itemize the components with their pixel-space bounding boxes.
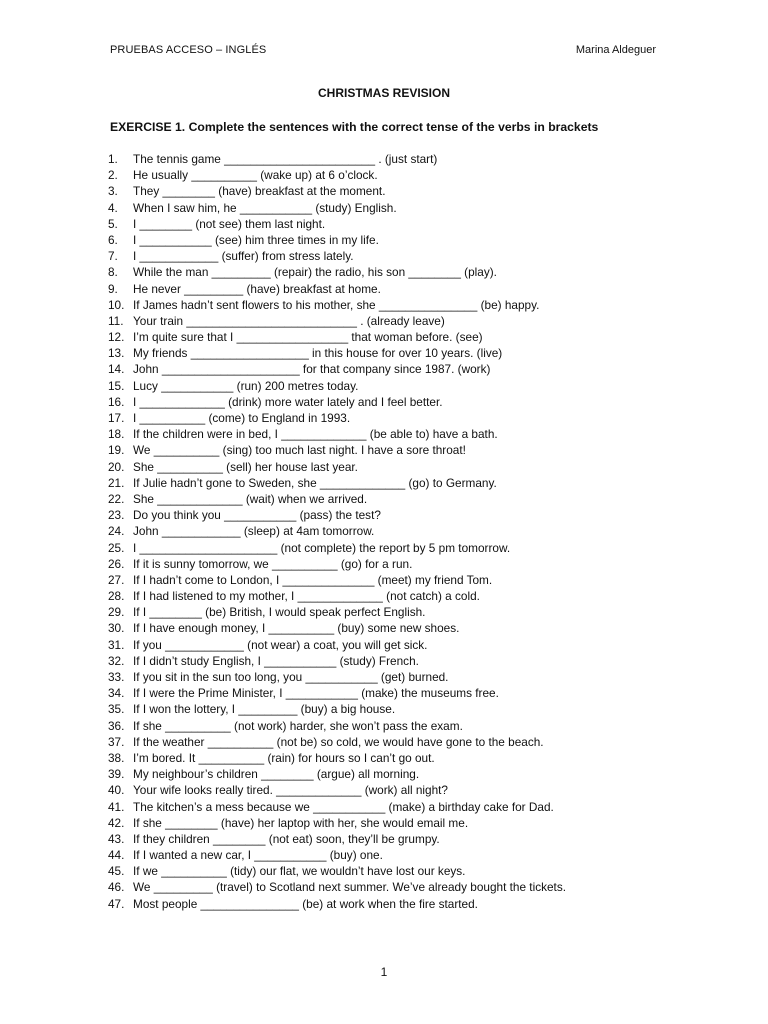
item-number: 13. — [108, 346, 125, 361]
list-item — [108, 734, 668, 750]
item-sentence: When I saw him, he ___________ (study) English. — [133, 200, 397, 215]
item-sentence: I’m bored. It __________ (rain) for hours so I can’t go out. — [133, 750, 435, 765]
item-number: 5. — [108, 216, 118, 231]
item-number: 16. — [108, 394, 125, 409]
list-item — [108, 507, 668, 523]
list-item — [108, 329, 668, 345]
list-item — [108, 248, 668, 264]
item-sentence: While the man _________ (repair) the radio, his son ________ (play). — [133, 265, 497, 280]
item-number: 11. — [108, 313, 124, 328]
list-item — [108, 799, 668, 815]
item-number: 46. — [108, 880, 125, 895]
list-item — [108, 718, 668, 734]
item-number: 8. — [108, 265, 118, 280]
item-number: 45. — [108, 864, 125, 879]
list-item — [108, 588, 668, 604]
list-item — [108, 879, 668, 895]
list-item — [108, 523, 668, 539]
item-sentence: We __________ (sing) too much last night. I have a sore throat! — [133, 443, 466, 458]
item-number: 37. — [108, 734, 125, 749]
page-title: CHRISTMAS REVISION — [317, 86, 450, 100]
item-number: 31. — [108, 637, 125, 652]
item-sentence: If I were the Prime Minister, I ___________ (make) the museums free. — [133, 686, 499, 701]
item-number: 32. — [108, 653, 125, 668]
item-number: 21. — [108, 475, 125, 490]
list-item — [108, 556, 668, 572]
list-item — [108, 863, 668, 879]
list-item — [108, 653, 668, 669]
item-number: 6. — [108, 232, 118, 247]
list-item — [108, 183, 668, 199]
item-number: 36. — [108, 718, 125, 733]
item-number: 9. — [108, 281, 118, 296]
item-sentence: John _____________________ for that company since 1987. (work) — [133, 362, 491, 377]
item-number: 14. — [108, 362, 125, 377]
item-number: 1. — [108, 152, 118, 166]
item-number: 2. — [108, 168, 118, 183]
item-sentence: Your train __________________________ . (already leave) — [133, 313, 445, 328]
list-item — [108, 815, 668, 831]
list-item — [108, 831, 668, 847]
exercise-list — [108, 151, 668, 912]
list-item — [108, 701, 668, 717]
item-number: 28. — [108, 589, 125, 604]
list-item — [108, 264, 668, 280]
item-sentence: If Julie hadn’t gone to Sweden, she _____________ (go) to Germany. — [133, 475, 497, 490]
list-item — [108, 167, 668, 183]
header-course-title: PRUEBAS ACCESO – INGLÉS — [110, 44, 267, 56]
item-number: 19. — [108, 443, 125, 458]
list-item — [108, 297, 668, 313]
list-item — [108, 442, 668, 458]
list-item — [108, 766, 668, 782]
item-sentence: She __________ (sell) her house last year. — [133, 459, 358, 474]
item-sentence: If I won the lottery, I _________ (buy) a big house. — [133, 702, 396, 717]
item-sentence: If it is sunny tomorrow, we __________ (go) for a run. — [133, 556, 413, 571]
item-sentence: He never _________ (have) breakfast at home. — [133, 281, 381, 296]
item-number: 43. — [108, 831, 125, 846]
item-number: 35. — [108, 702, 125, 717]
item-number: 41. — [108, 799, 125, 814]
exercise-instruction: EXERCISE 1. Complete the sentences with the correct tense of the verbs in brackets — [110, 120, 599, 134]
list-item — [108, 540, 668, 556]
item-sentence: If I had listened to my mother, I _____________ (not catch) a cold. — [133, 589, 480, 604]
item-sentence: If I have enough money, I __________ (buy) some new shoes. — [133, 621, 460, 636]
list-item — [108, 572, 668, 588]
item-number: 4. — [108, 200, 118, 215]
list-item — [108, 847, 668, 863]
list-item — [108, 604, 668, 620]
item-sentence: My neighbour’s children ________ (argue) all morning. — [133, 767, 420, 782]
item-number: 7. — [108, 249, 118, 264]
item-sentence: She _____________ (wait) when we arrived. — [133, 491, 368, 506]
item-sentence: If the children were in bed, I _____________ (be able to) have a bath. — [133, 427, 498, 442]
item-sentence: If she ________ (have) her laptop with her, she would email me. — [133, 815, 469, 830]
item-sentence: The tennis game _______________________ . (just start) — [133, 152, 438, 166]
item-number: 25. — [108, 540, 125, 555]
list-item — [108, 475, 668, 491]
list-item — [108, 232, 668, 248]
item-sentence: My friends __________________ in this house for over 10 years. (live) — [133, 346, 503, 361]
item-sentence: If we __________ (tidy) our flat, we wouldn’t have lost our keys. — [133, 864, 466, 879]
list-item — [108, 313, 668, 329]
item-number: 34. — [108, 686, 125, 701]
item-number: 27. — [108, 572, 125, 587]
list-item — [108, 216, 668, 232]
item-sentence: I ________ (not see) them last night. — [133, 216, 326, 231]
list-item — [108, 151, 668, 167]
item-number: 44. — [108, 848, 125, 863]
item-number: 15. — [108, 378, 125, 393]
item-number: 42. — [108, 815, 125, 830]
item-sentence: If you ____________ (not wear) a coat, you will get sick. — [133, 637, 428, 652]
item-number: 10. — [108, 297, 125, 312]
item-sentence: If I wanted a new car, I ___________ (buy) one. — [133, 848, 383, 863]
list-item — [108, 637, 668, 653]
item-number: 20. — [108, 459, 125, 474]
item-sentence: I _____________ (drink) more water lately and I feel better. — [133, 394, 443, 409]
item-sentence: I ___________ (see) him three times in my life. — [133, 232, 379, 247]
list-item — [108, 685, 668, 701]
list-item — [108, 281, 668, 297]
item-sentence: If I hadn’t come to London, I ______________ (meet) my friend Tom. — [133, 572, 493, 587]
item-sentence: Your wife looks really tired. _____________ (work) all night? — [133, 783, 448, 798]
list-item — [108, 394, 668, 410]
item-sentence: He usually __________ (wake up) at 6 o’clock. — [133, 168, 378, 183]
item-number: 12. — [108, 330, 125, 345]
item-sentence: We _________ (travel) to Scotland next summer. We’ve already bought the tickets. — [133, 880, 567, 895]
list-item — [108, 361, 668, 377]
list-item — [108, 669, 668, 685]
item-sentence: Lucy ___________ (run) 200 metres today. — [133, 378, 359, 393]
list-item — [108, 345, 668, 361]
item-sentence: I _____________________ (not complete) the report by 5 pm tomorrow. — [133, 540, 511, 555]
header-author: Marina Aldeguer — [575, 44, 656, 56]
list-item — [108, 750, 668, 766]
item-sentence: If I ________ (be) British, I would speak perfect English. — [133, 605, 426, 620]
item-number: 40. — [108, 783, 125, 798]
item-sentence: The kitchen’s a mess because we ___________ (make) a birthday cake for Dad. — [133, 799, 554, 814]
list-item — [108, 896, 668, 912]
item-number: 29. — [108, 605, 125, 620]
item-sentence: If you sit in the sun too long, you ___________ (get) burned. — [133, 670, 449, 684]
list-item — [108, 782, 668, 798]
item-number: 38. — [108, 750, 125, 765]
item-number: 47. — [108, 896, 125, 911]
item-sentence: They ________ (have) breakfast at the moment. — [133, 184, 386, 199]
item-number: 30. — [108, 621, 125, 636]
item-number: 22. — [108, 491, 125, 506]
item-sentence: John ____________ (sleep) at 4am tomorrow. — [133, 524, 375, 539]
list-item — [108, 378, 668, 394]
item-number: 23. — [108, 508, 125, 523]
item-sentence: Do you think you ___________ (pass) the test? — [133, 508, 381, 523]
item-number: 3. — [108, 184, 118, 199]
item-sentence: I ____________ (suffer) from stress lately. — [133, 249, 354, 264]
list-item — [108, 426, 668, 442]
item-sentence: Most people _______________ (be) at work when the fire started. — [133, 896, 478, 911]
item-number: 26. — [108, 556, 125, 571]
item-sentence: If they children ________ (not eat) soon, they’ll be grumpy. — [133, 831, 440, 846]
list-item — [108, 410, 668, 426]
page-number: 1 — [380, 965, 388, 979]
item-sentence: I __________ (come) to England in 1993. — [133, 411, 351, 425]
item-number: 39. — [108, 767, 125, 782]
item-sentence: If she __________ (not work) harder, she won’t pass the exam. — [133, 718, 463, 733]
list-item — [108, 200, 668, 216]
item-sentence: If the weather __________ (not be) so cold, we would have gone to the beach. — [133, 734, 544, 749]
list-item — [108, 459, 668, 475]
item-number: 24. — [108, 524, 125, 539]
item-sentence: If I didn’t study English, I ___________ (study) French. — [133, 653, 419, 668]
item-number: 17. — [108, 411, 125, 425]
item-sentence: I’m quite sure that I _________________ that woman before. (see) — [133, 330, 483, 345]
list-item — [108, 620, 668, 636]
item-number: 33. — [108, 670, 125, 684]
item-number: 18. — [108, 427, 125, 442]
item-sentence: If James hadn’t sent flowers to his mother, she _______________ (be) happy. — [133, 297, 540, 312]
list-item — [108, 491, 668, 507]
